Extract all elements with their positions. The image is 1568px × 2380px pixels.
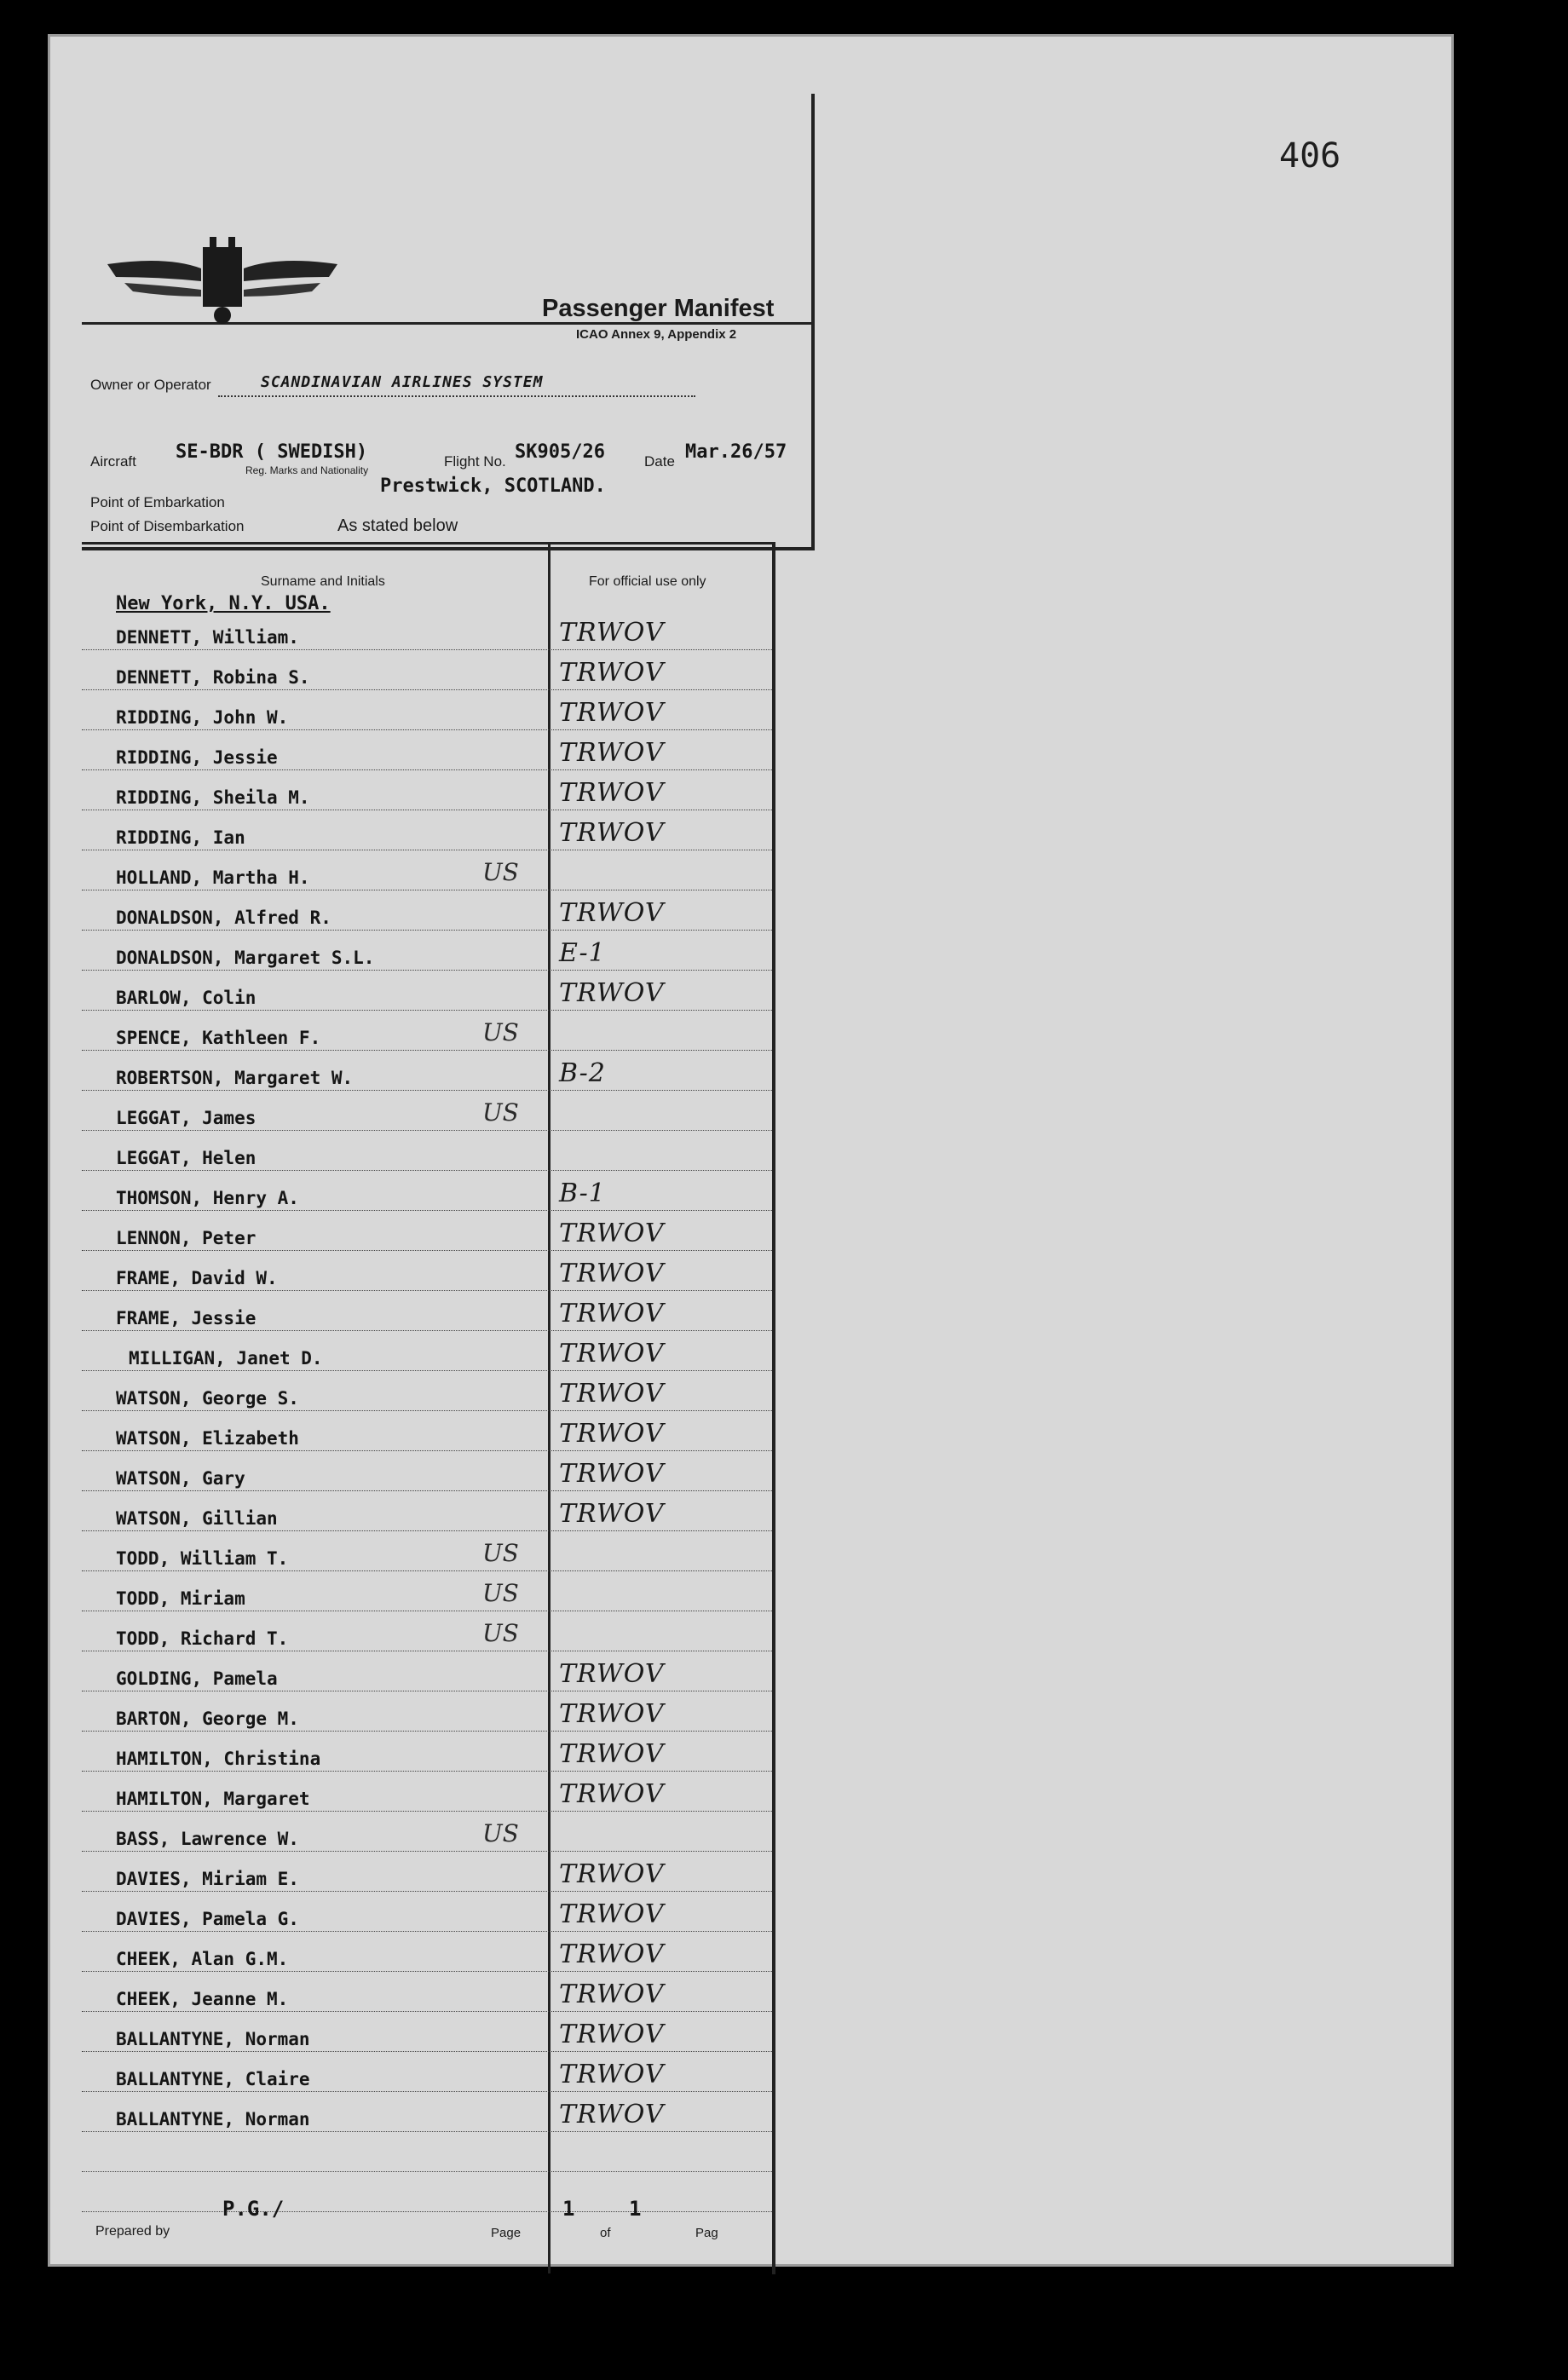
official-entry: TRWOV [559, 698, 665, 728]
passenger-name: WATSON, Gillian [116, 1508, 278, 1529]
table-row [82, 1892, 772, 1932]
date-value: Mar.26/57 [685, 441, 787, 463]
official-entry: TRWOV [559, 738, 665, 768]
passenger-name: TODD, William T. [116, 1548, 289, 1569]
table-row [82, 1291, 772, 1331]
official-entry: TRWOV [559, 1299, 665, 1328]
official-entry: TRWOV [559, 2100, 665, 2129]
passenger-name: WATSON, George S. [116, 1388, 299, 1409]
col-header-official: For official use only [589, 574, 706, 589]
us-mark: US [482, 1579, 519, 1607]
manifest-page [48, 34, 1454, 2267]
table-row [82, 2012, 772, 2052]
empty-row [82, 2132, 772, 2172]
owner-value: SCANDINAVIAN AIRLINES SYSTEM [261, 373, 544, 391]
page-value: 1 [562, 2197, 575, 2221]
airline-logo [99, 230, 346, 341]
passenger-name: LEGGAT, James [116, 1108, 257, 1128]
table-row [82, 1211, 772, 1251]
passenger-name: WATSON, Elizabeth [116, 1428, 299, 1449]
passenger-name: DENNETT, Robina S. [116, 667, 310, 688]
passenger-name: BASS, Lawrence W. [116, 1829, 299, 1849]
pages-value: 1 [629, 2197, 642, 2221]
official-entry: TRWOV [559, 1779, 665, 1809]
table-row [82, 931, 772, 971]
prepared-by-label: Prepared by [95, 2224, 170, 2239]
col-header-name: Surname and Initials [261, 574, 385, 589]
table-row [82, 1812, 772, 1852]
table-row [82, 971, 772, 1011]
passenger-name: TODD, Richard T. [116, 1628, 289, 1649]
us-mark: US [482, 1098, 519, 1127]
table-row [82, 770, 772, 810]
passenger-name: DONALDSON, Margaret S.L. [116, 948, 375, 968]
table-row [82, 1852, 772, 1892]
page-label: Page [491, 2226, 522, 2240]
table-row [82, 1732, 772, 1772]
table-row [82, 1772, 772, 1812]
of-label: of [600, 2226, 611, 2240]
table-row [82, 1611, 772, 1651]
owner-label: Owner or Operator [90, 377, 211, 393]
aircraft-value: SE-BDR ( SWEDISH) [176, 441, 368, 463]
empty-row [82, 2172, 772, 2212]
official-entry: TRWOV [559, 1379, 665, 1409]
official-entry: TRWOV [559, 1859, 665, 1889]
table-row [82, 1091, 772, 1131]
official-entry: TRWOV [559, 1419, 665, 1449]
official-entry: TRWOV [559, 1499, 665, 1529]
table-row [82, 650, 772, 690]
table-row [82, 850, 772, 890]
passenger-name: SPENCE, Kathleen F. [116, 1028, 321, 1048]
table-row [82, 730, 772, 770]
table-row [82, 1932, 772, 1972]
passenger-name: RIDDING, Sheila M. [116, 787, 310, 808]
official-entry: TRWOV [559, 898, 665, 928]
embarkation-label: Point of Embarkation [90, 494, 225, 510]
passenger-name: RIDDING, Jessie [116, 747, 278, 768]
official-entry: TRWOV [559, 1899, 665, 1929]
owner-line [218, 395, 695, 397]
us-mark: US [482, 1018, 519, 1046]
table-row [82, 810, 772, 850]
table-row [82, 1331, 772, 1371]
passenger-name: LEGGAT, Helen [116, 1148, 257, 1168]
table-row [82, 1051, 772, 1091]
official-entry: TRWOV [559, 1659, 665, 1689]
official-entry: B-2 [559, 1058, 606, 1088]
table-row [82, 1411, 772, 1451]
passenger-name: CHEEK, Jeanne M. [116, 1989, 289, 2009]
table-row [82, 1371, 772, 1411]
disembarkation-label: Point of Disembarkation [90, 518, 245, 534]
passenger-name: BALLANTYNE, Norman [116, 2029, 310, 2049]
table-row [82, 1011, 772, 1051]
passenger-name: LENNON, Peter [116, 1228, 257, 1248]
passenger-name: DAVIES, Pamela G. [116, 1909, 299, 1929]
passenger-name: HAMILTON, Margaret [116, 1789, 310, 1809]
table-row [82, 1251, 772, 1291]
official-entry: TRWOV [559, 1939, 665, 1969]
passenger-name: MILLIGAN, Janet D. [129, 1348, 323, 1369]
official-entry: TRWOV [559, 778, 665, 808]
passenger-name: FRAME, David W. [116, 1268, 278, 1288]
official-entry: TRWOV [559, 1259, 665, 1288]
passenger-name: FRAME, Jessie [116, 1308, 257, 1328]
official-entry: TRWOV [559, 1699, 665, 1729]
us-mark: US [482, 1819, 519, 1847]
passenger-name: ROBERTSON, Margaret W. [116, 1068, 354, 1088]
passenger-name: DONALDSON, Alfred R. [116, 908, 331, 928]
table-row [82, 1491, 772, 1531]
pages-label: Pag [695, 2226, 718, 2240]
flight-value: SK905/26 [515, 441, 605, 463]
passenger-name: BALLANTYNE, Claire [116, 2069, 310, 2089]
table-row [82, 1531, 772, 1571]
flight-label: Flight No. [444, 453, 506, 470]
passenger-name: HOLLAND, Martha H. [116, 867, 310, 888]
aircraft-label: Aircraft [90, 453, 136, 470]
passenger-name: CHEEK, Alan G.M. [116, 1949, 289, 1969]
table-row [82, 890, 772, 931]
official-entry: E-1 [559, 938, 606, 968]
destination: New York, N.Y. USA. [116, 593, 331, 614]
table-row [82, 610, 772, 650]
passenger-name: THOMSON, Henry A. [116, 1188, 299, 1208]
reg-marks-note: Reg. Marks and Nationality [245, 464, 369, 476]
us-mark: US [482, 858, 519, 886]
official-entry: TRWOV [559, 658, 665, 688]
table-row [82, 1451, 772, 1491]
official-entry: TRWOV [559, 1339, 665, 1369]
official-entry: TRWOV [559, 1459, 665, 1489]
passenger-name: DAVIES, Miriam E. [116, 1869, 299, 1889]
table-row [82, 1651, 772, 1691]
passenger-name: DENNETT, William. [116, 627, 299, 648]
table-row [82, 2092, 772, 2132]
page-number: 406 [1279, 136, 1341, 176]
table-row [82, 690, 772, 730]
passenger-name: TODD, Miriam [116, 1588, 245, 1609]
official-entry: TRWOV [559, 1739, 665, 1769]
official-entry: TRWOV [559, 978, 665, 1008]
official-entry: TRWOV [559, 1979, 665, 2009]
passenger-name: GOLDING, Pamela [116, 1668, 278, 1689]
official-entry: TRWOV [559, 2020, 665, 2049]
passenger-name: HAMILTON, Christina [116, 1749, 321, 1769]
form-subtitle: ICAO Annex 9, Appendix 2 [576, 327, 737, 342]
us-mark: US [482, 1539, 519, 1567]
table-row [82, 2052, 772, 2092]
table-row [82, 1131, 772, 1171]
official-entry: TRWOV [559, 1219, 665, 1248]
passenger-name: BARTON, George M. [116, 1709, 299, 1729]
embarkation-value: Prestwick, SCOTLAND. [380, 475, 606, 497]
passenger-name: WATSON, Gary [116, 1468, 245, 1489]
passenger-name: RIDDING, Ian [116, 827, 245, 848]
official-entry: TRWOV [559, 618, 665, 648]
table-row [82, 1691, 772, 1732]
disembarkation-value: As stated below [337, 516, 458, 535]
date-label: Date [644, 453, 675, 470]
table-row [82, 1571, 772, 1611]
us-mark: US [482, 1619, 519, 1647]
passenger-name: RIDDING, John W. [116, 707, 289, 728]
form-title: Passenger Manifest [542, 295, 775, 322]
official-entry: B-1 [559, 1178, 606, 1208]
passenger-name: BALLANTYNE, Norman [116, 2109, 310, 2129]
table-row [82, 1171, 772, 1211]
official-entry: TRWOV [559, 818, 665, 848]
passenger-name: BARLOW, Colin [116, 988, 257, 1008]
table-row [82, 1972, 772, 2012]
official-entry: TRWOV [559, 2060, 665, 2089]
prepared-by-value: P.G./ [222, 2197, 285, 2221]
